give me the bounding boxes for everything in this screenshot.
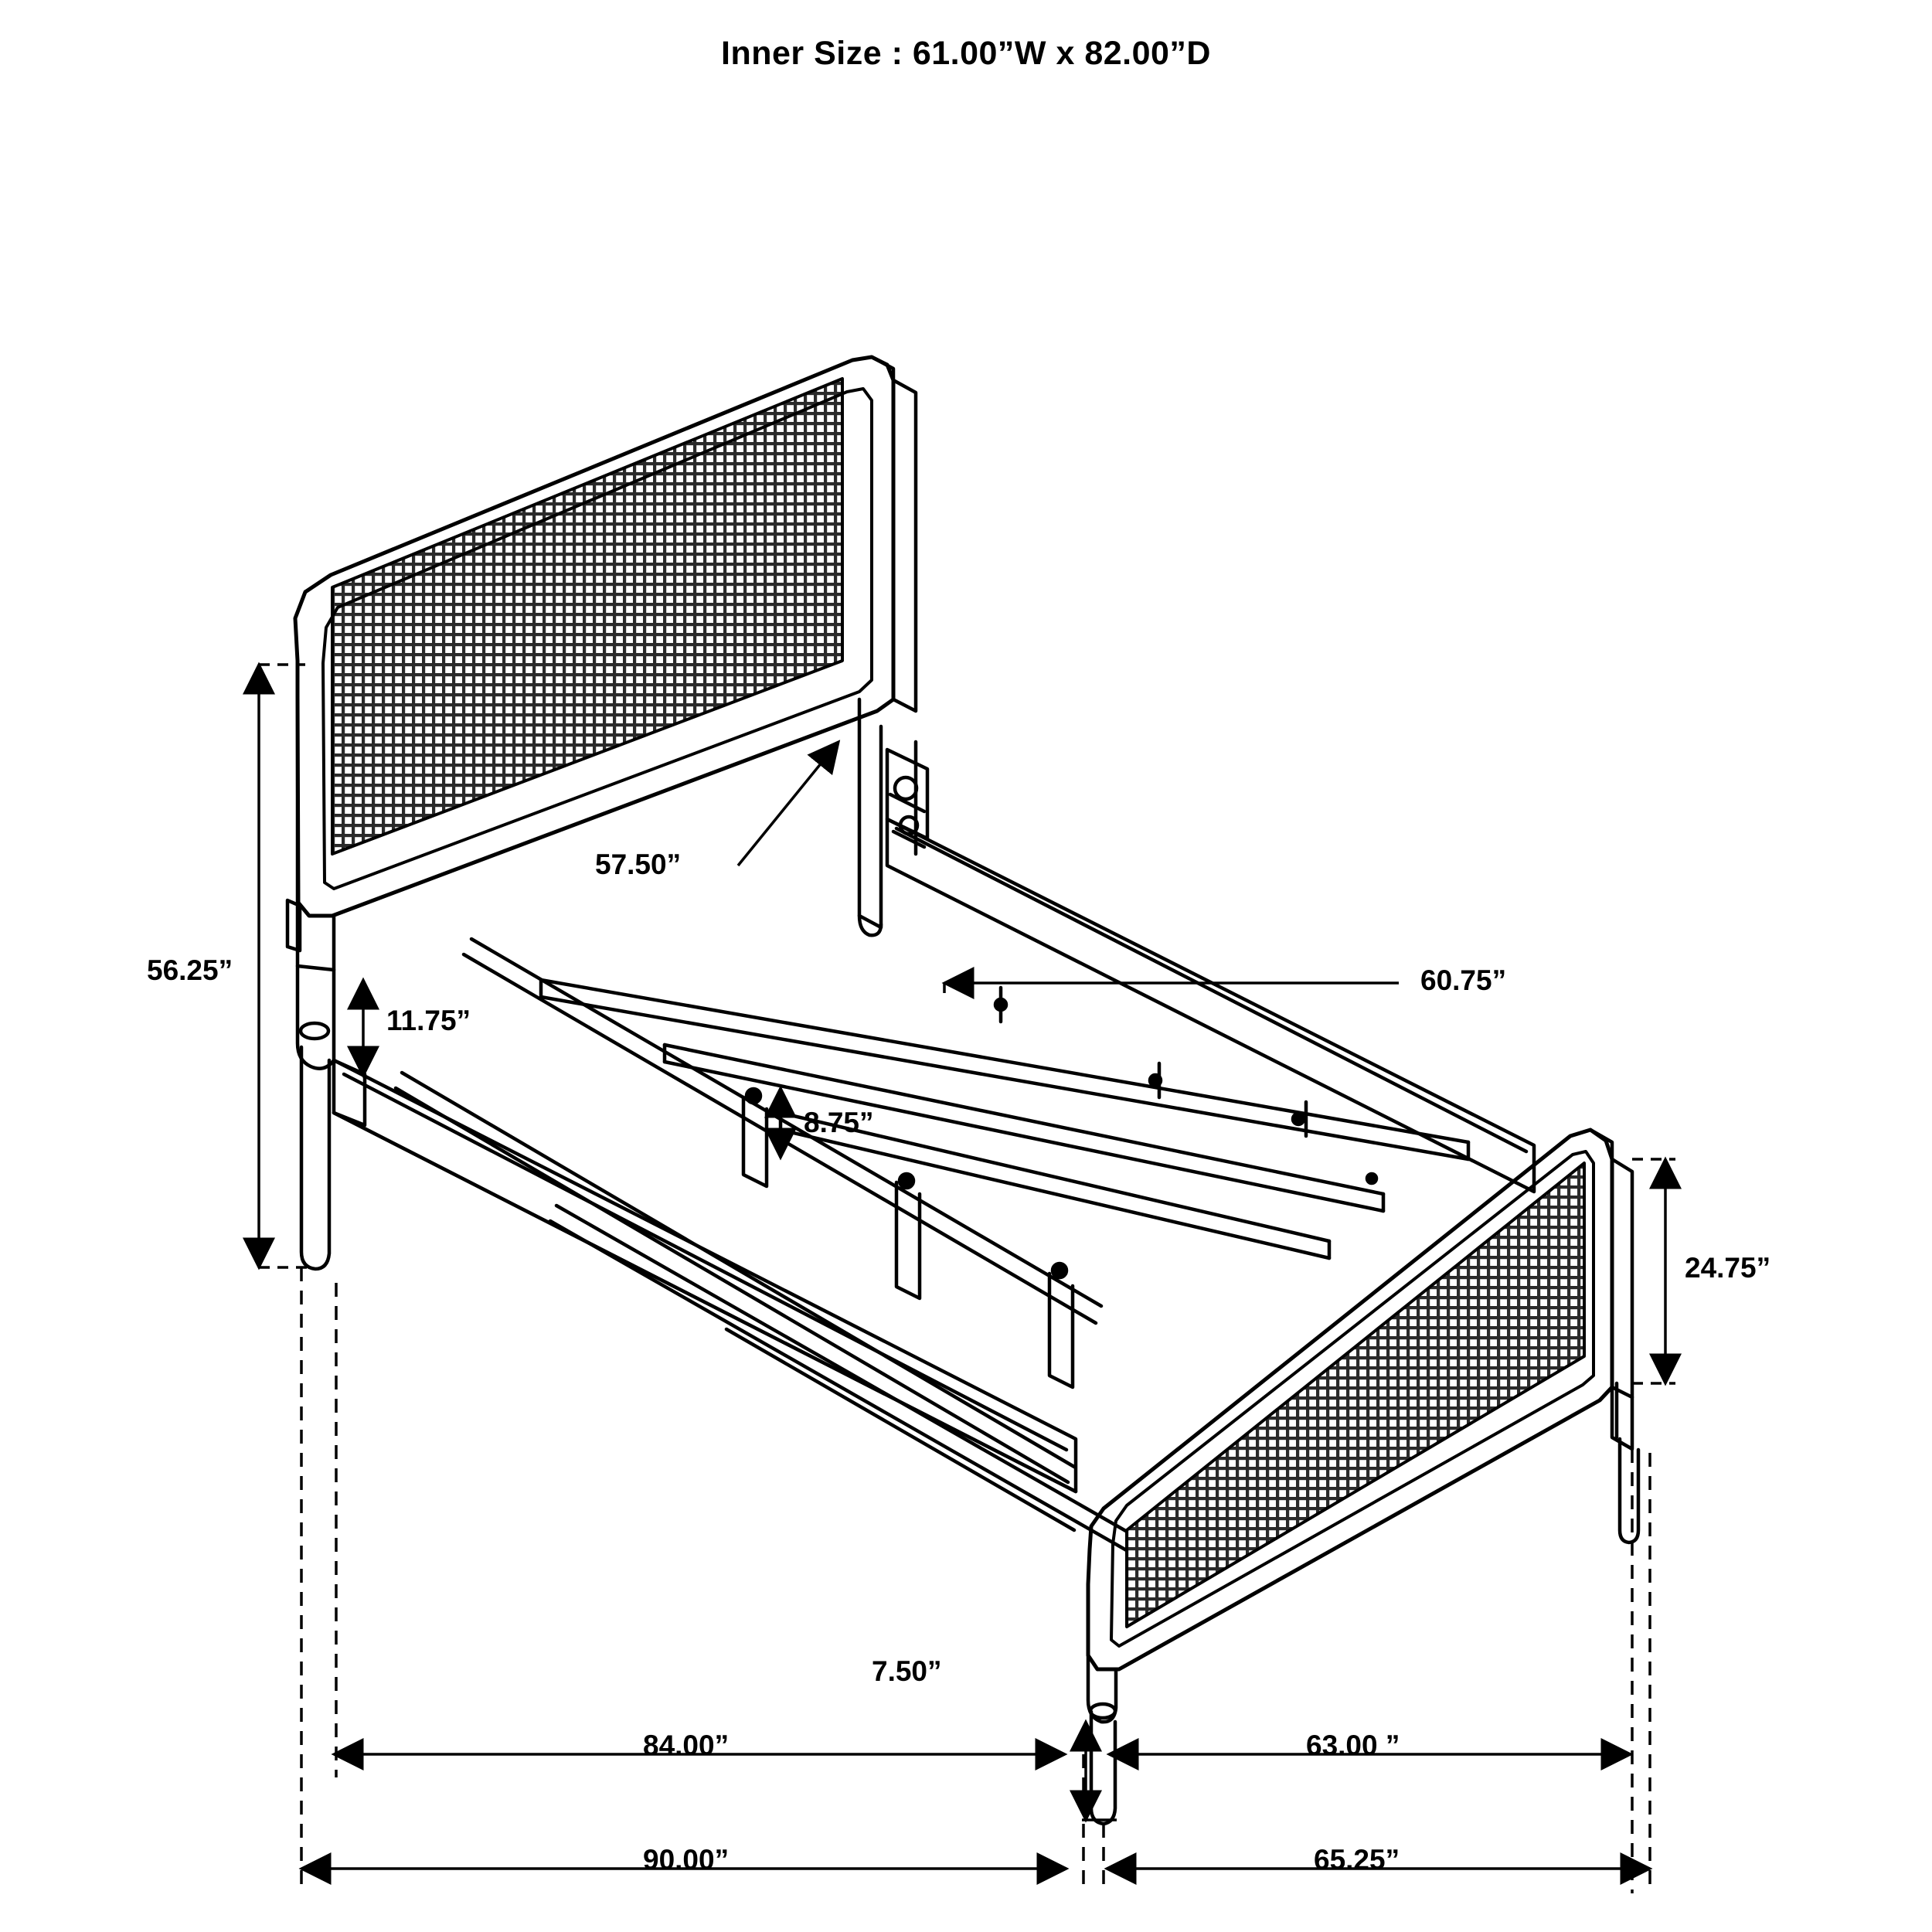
- dimension-label-footboard-height: 24.75”: [1685, 1252, 1771, 1284]
- footboard-cane-panel: [1127, 1163, 1584, 1627]
- dimension-label-overall-height: 56.25”: [147, 954, 233, 986]
- dimension-label-clearance-under-headboard: 11.75”: [386, 1005, 471, 1036]
- dimension-label-slat-support-height: 8.75”: [804, 1107, 874, 1138]
- dimension-label-width-right-section: 63.00 ”: [1306, 1730, 1400, 1761]
- dimension-label-headboard-panel-width: 57.50”: [595, 849, 682, 880]
- dimension-label-footboard-leg-height: 7.50”: [872, 1655, 942, 1687]
- dimension-label-length-left-section: 84.00”: [643, 1730, 730, 1761]
- dimension-label-overall-width: 65.25”: [1314, 1844, 1400, 1876]
- page-title: Inner Size : 61.00”W x 82.00”D: [721, 35, 1211, 72]
- headboard-cane-panel: [332, 379, 842, 854]
- dimension-label-overall-length: 90.00”: [643, 1844, 730, 1876]
- dimension-label-rail-length: 60.75”: [1420, 964, 1507, 996]
